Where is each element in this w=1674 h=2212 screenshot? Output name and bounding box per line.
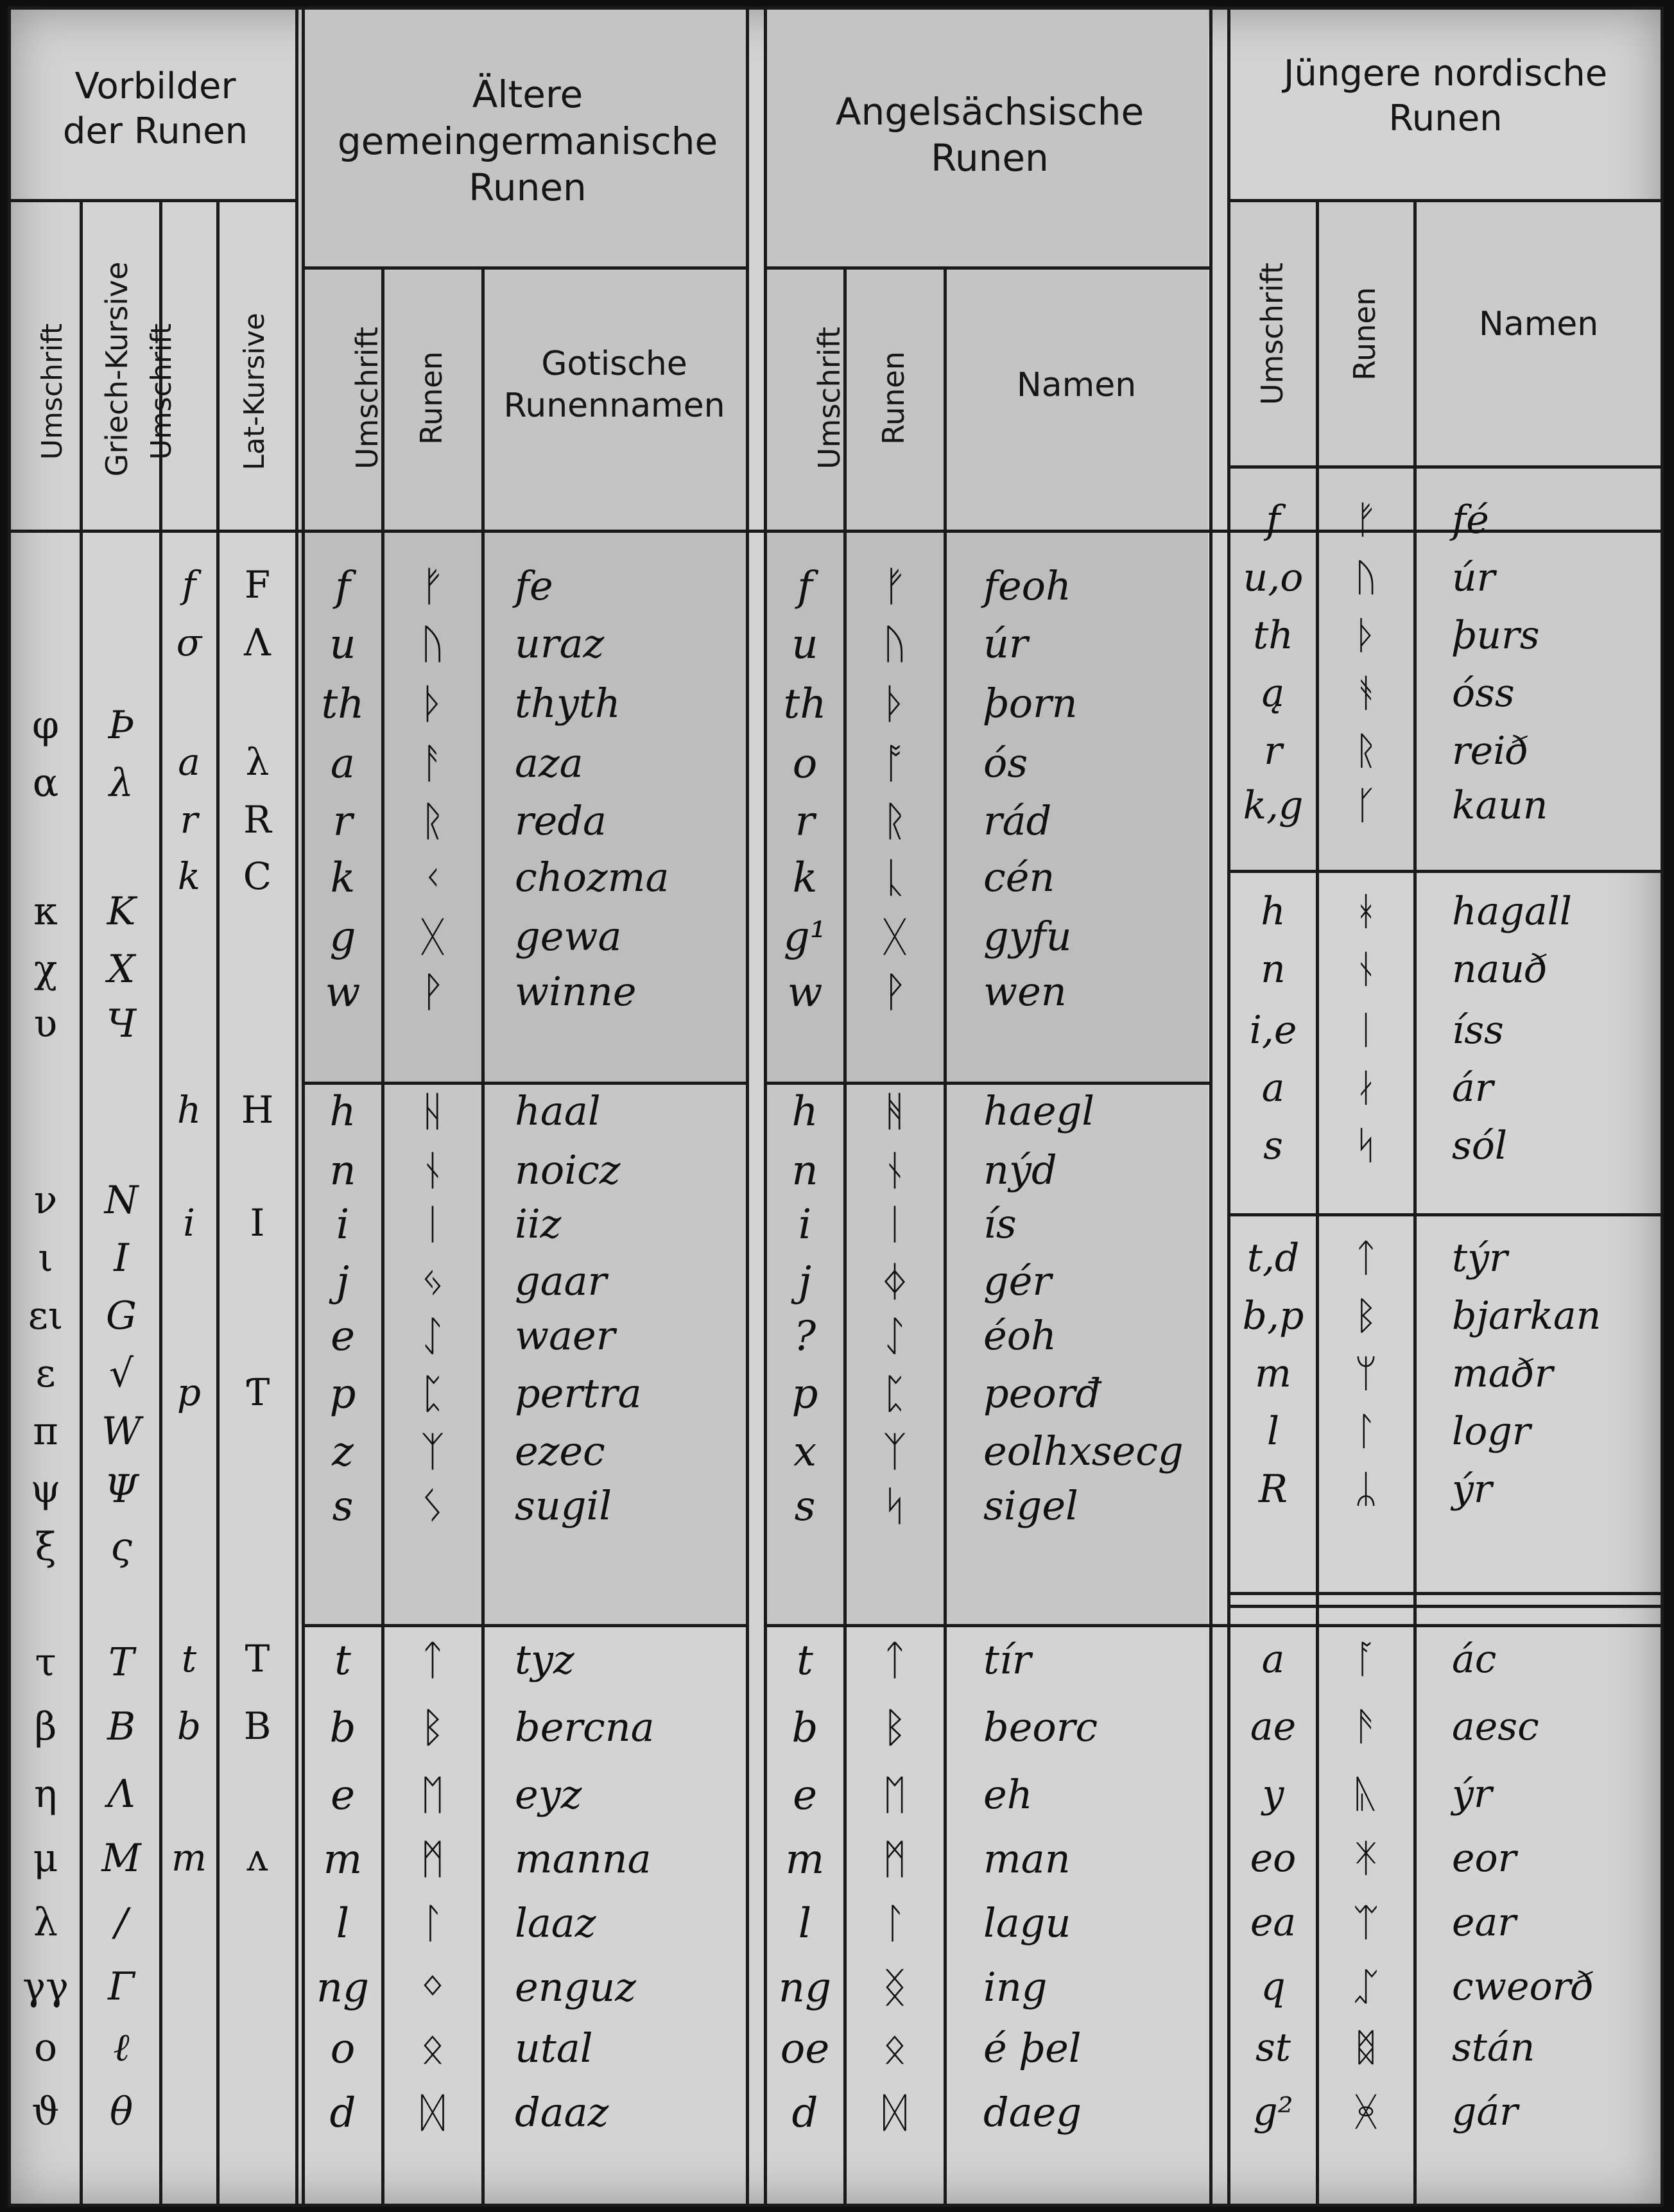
lat-umschrift-cell: a — [178, 740, 200, 784]
aeltere-rune-cell: ᛗ — [420, 1836, 445, 1883]
juengere-extra-rune-cell: ᚸ — [1354, 2089, 1377, 2134]
griech-umschrift-cell: ει — [28, 1293, 64, 1338]
juengere-rune-cell: ᚴ — [1354, 783, 1377, 828]
juengere-name-cell: nauð — [1452, 947, 1548, 992]
griech-kursive-cell: T — [108, 1640, 135, 1685]
lat-kursive-cell: Λ — [244, 621, 271, 664]
griech-kursive-cell: B — [107, 1704, 136, 1749]
griech-umschrift-cell: υ — [33, 1001, 58, 1046]
aeltere-rune-cell: ᛚ — [420, 1900, 445, 1948]
juengere-name-cell: hagall — [1452, 889, 1572, 934]
juengere-extra-rune-cell: ᛢ — [1354, 1964, 1377, 2009]
lat-umschrift-cell: k — [177, 854, 201, 898]
aeltere-runenname-cell: bercna — [515, 1704, 655, 1750]
aeltere-rune-cell: ᛜ — [420, 1964, 445, 2012]
aeltere-umschrift-cell: j — [336, 1258, 349, 1306]
juengere-name-cell: úr — [1452, 555, 1496, 600]
juengere-umschrift-cell: f — [1266, 497, 1281, 542]
angel-name-cell: ós — [983, 739, 1028, 786]
juengere-extra-name-cell: eor — [1452, 1836, 1517, 1881]
juengere-extra-rune-cell: ᚪ — [1354, 1637, 1377, 1682]
griech-umschrift-cell: λ — [33, 1900, 58, 1945]
aeltere-runenname-cell: gaar — [515, 1257, 607, 1304]
juengere-umschrift-cell: t,d — [1247, 1236, 1300, 1281]
juengere-rune-cell: ᛒ — [1354, 1293, 1377, 1338]
angel-rune-cell: ᚻ — [882, 1088, 908, 1136]
lat-umschrift-cell: σ — [176, 621, 202, 664]
griech-kursive-cell: N — [104, 1178, 139, 1223]
juengere-extra-name-cell: ýr — [1452, 1772, 1492, 1817]
angel-name-cell: eolhxsecg — [983, 1428, 1184, 1474]
aeltere-runenname-cell: pertra — [515, 1370, 642, 1417]
juengere-name-cell: þurs — [1452, 613, 1540, 658]
juengere-extra-name-cell: gár — [1452, 2089, 1518, 2134]
griech-kursive-cell: θ — [109, 2089, 134, 2134]
juengere-umschrift-cell: a — [1261, 1066, 1285, 1110]
griech-umschrift-cell: χ — [33, 947, 58, 992]
aeltere-umschrift-cell: s — [332, 1483, 354, 1530]
juengere-runen-label: Runen — [1347, 287, 1382, 381]
lat-kursive-cell: C — [243, 854, 272, 898]
juengere-name-cell: fé — [1452, 497, 1489, 542]
aeltere-rune-cell: ᚨ — [420, 740, 445, 788]
aeltere-runenname-cell: chozma — [515, 854, 669, 901]
angel-runen-label: Runen — [876, 351, 911, 445]
angel-rune-cell: ᚱ — [882, 798, 908, 845]
juengere-name-cell: óss — [1452, 671, 1515, 716]
aeltere-umschrift-cell: g — [329, 913, 356, 961]
juengere-rune-cell: ᛁ — [1354, 1008, 1377, 1053]
aeltere-runenname-cell: thyth — [515, 680, 621, 727]
griech-umschrift-cell: η — [34, 1772, 57, 1817]
griech-kursive-cell: I — [114, 1236, 129, 1281]
aeltere-umschrift-cell: t — [334, 1637, 351, 1684]
aeltere-rune-cell: ᛞ — [420, 2089, 445, 2137]
aeltere-runenname-cell: sugil — [515, 1482, 612, 1529]
juengere-umschrift-cell: r — [1264, 729, 1282, 773]
aeltere-umschrift-cell: f — [335, 563, 350, 610]
juengere-rune-cell: ᛚ — [1354, 1409, 1377, 1454]
angel-rune-cell: ᛝ — [882, 1964, 908, 2012]
griech-kursive-cell: Ψ — [104, 1467, 139, 1512]
angel-umschrift-cell: g¹ — [783, 913, 827, 961]
juengere-umschrift-cell: u,o — [1243, 555, 1304, 600]
aeltere-rune-cell: ᛟ — [420, 2025, 445, 2073]
angel-rune-cell: ᛇ — [882, 1313, 908, 1360]
aeltere-runenname-cell: fe — [515, 562, 553, 609]
juengere-name-cell: sól — [1452, 1123, 1508, 1168]
griech-kursive-cell: Ч — [106, 1001, 137, 1046]
angel-name-cell: tír — [983, 1636, 1031, 1683]
griech-kursive-cell: Λ — [107, 1772, 135, 1817]
juengere-extra-umschrift-cell: q — [1261, 1964, 1286, 2009]
angel-umschrift-cell: r — [795, 798, 815, 845]
juengere-extra-umschrift-cell: g² — [1253, 2089, 1293, 2134]
juengere-name-cell: reið — [1452, 729, 1529, 773]
angel-rune-cell: ᛄ — [882, 1258, 908, 1306]
angel-name-cell: lagu — [983, 1899, 1071, 1946]
lat-kursive-cell: Ƭ — [245, 1370, 270, 1414]
griech-kursive-cell: G — [106, 1293, 137, 1338]
angel-umschrift-cell: oe — [780, 2025, 830, 2073]
griech-umschrift-cell: ε — [35, 1351, 56, 1396]
juengere-rune-cell: ᚦ — [1354, 613, 1377, 658]
angel-rune-cell: ᚢ — [882, 621, 908, 668]
angel-name-cell: feoh — [983, 562, 1071, 609]
griech-umschrift-cell: φ — [31, 703, 59, 748]
griech-kursive-cell: ς — [110, 1525, 132, 1569]
angel-rune-cell: ᚠ — [882, 563, 908, 610]
juengere-rune-cell: ᚢ — [1354, 555, 1377, 600]
angel-name-cell: man — [983, 1835, 1071, 1882]
angel-rune-cell: ᛗ — [882, 1836, 908, 1883]
juengere-umschrift-cell: th — [1253, 613, 1293, 658]
lat-kursive-cell: F — [244, 563, 271, 607]
aeltere-rune-cell: ᛖ — [420, 1772, 445, 1819]
angel-umschrift-cell: j — [798, 1258, 811, 1306]
griech-kursive-cell: M — [101, 1836, 141, 1881]
griech-kursive-cell: W — [101, 1409, 141, 1454]
juengere-rune-cell: ᚬ — [1354, 671, 1377, 716]
aeltere-rune-cell: ᚢ — [420, 621, 445, 668]
juengere-name-cell: ýr — [1452, 1467, 1492, 1512]
griech-kursive-cell: Þ — [108, 703, 135, 748]
lat-umschrift-cell: h — [177, 1088, 202, 1132]
juengere-name-cell: týr — [1452, 1236, 1508, 1281]
aeltere-umschrift-cell: l — [336, 1900, 350, 1948]
juengere-name-cell: ár — [1452, 1066, 1494, 1110]
angel-title: Angelsächsische Runen — [835, 89, 1144, 180]
angel-rune-cell: ᚷ — [882, 913, 908, 961]
lat-kursive-cell: B — [243, 1704, 272, 1748]
aeltere-rune-cell: ᚷ — [420, 913, 445, 961]
angel-rune-cell: ᛁ — [882, 1201, 908, 1249]
angel-umschrift-cell: k — [792, 854, 818, 902]
lat-umschrift-cell: p — [177, 1370, 202, 1414]
juengere-umschrift-cell: s — [1263, 1123, 1283, 1168]
angel-name-cell: é þel — [983, 2025, 1082, 2071]
juengere-extra-umschrift-cell: ea — [1250, 1900, 1297, 1945]
juengere-rune-cell: ᚱ — [1354, 729, 1377, 773]
aeltere-runenname-cell: manna — [515, 1835, 651, 1882]
angel-rune-cell: ᛖ — [882, 1772, 908, 1819]
aeltere-rune-cell: ᛏ — [420, 1637, 445, 1684]
angel-umschrift-cell: ng — [778, 1964, 832, 2012]
angel-name-cell: wen — [983, 968, 1067, 1015]
vorbilder-title: Vorbilder der Runen — [62, 65, 248, 152]
aeltere-umschrift-cell: w — [325, 969, 361, 1016]
angel-umschrift-cell: n — [791, 1147, 818, 1195]
juengere-extra-umschrift-cell: eo — [1250, 1836, 1297, 1881]
aeltere-umschrift-cell: e — [331, 1772, 355, 1819]
juengere-rune-cell: ᛦ — [1354, 1467, 1377, 1512]
juengere-extra-rune-cell: ᛠ — [1354, 1900, 1377, 1945]
aeltere-runenname-cell: tyz — [515, 1636, 574, 1683]
aeltere-runenname-cell: waer — [515, 1312, 616, 1359]
angel-umschrift-cell: ? — [793, 1313, 816, 1360]
angel-umschrift-cell: p — [791, 1370, 818, 1418]
angel-rune-cell: ᛟ — [882, 2025, 908, 2073]
aeltere-title: Ältere gemeingermanische Runen — [337, 73, 718, 210]
juengere-name-cell: kaun — [1452, 783, 1548, 828]
juengere-extra-name-cell: stán — [1452, 2025, 1535, 2070]
angel-name-cell: ís — [983, 1200, 1017, 1247]
juengere-name-cell: íss — [1452, 1008, 1504, 1053]
aeltere-runenname-cell: enguz — [515, 1964, 636, 2010]
angel-name-cell: gyfu — [983, 913, 1072, 960]
angel-name-cell: daeg — [983, 2089, 1082, 2136]
juengere-rune-cell: ᛏ — [1354, 1236, 1377, 1281]
aeltere-rune-cell: ᛃ — [420, 1258, 445, 1306]
juengere-umschrift-label: Umschrift — [1255, 263, 1290, 406]
juengere-name-cell: logr — [1452, 1409, 1531, 1454]
aeltere-runenname-cell: eyz — [515, 1771, 582, 1818]
juengere-extra-umschrift-cell: ae — [1250, 1704, 1297, 1749]
angel-umschrift-cell: i — [798, 1201, 812, 1249]
angel-name-cell: nýd — [983, 1146, 1057, 1193]
aeltere-runenname-cell: noicz — [515, 1146, 621, 1193]
griech-umschrift-cell: ξ — [35, 1525, 56, 1569]
juengere-rune-cell: ᚠ — [1354, 497, 1377, 542]
aeltere-umschrift-cell: u — [329, 621, 356, 668]
griech-kursive-cell: √ — [108, 1351, 134, 1396]
angel-umschrift-cell: d — [791, 2089, 818, 2137]
aeltere-runenname-cell: winne — [515, 968, 637, 1015]
angel-name-cell: peorđ — [983, 1370, 1101, 1417]
lat-umschrift-cell: m — [171, 1836, 207, 1879]
aeltere-runenname-cell: utal — [515, 2025, 593, 2071]
lat-umschrift-cell: b — [177, 1704, 202, 1748]
angel-name-cell: úr — [983, 620, 1028, 667]
aeltere-umschrift-label: Umschrift — [350, 327, 384, 470]
angel-rune-cell: ᛒ — [882, 1704, 908, 1752]
aeltere-umschrift-cell: r — [332, 798, 353, 845]
aeltere-runen-label: Runen — [414, 351, 449, 445]
griech-umschrift-cell: ο — [33, 2025, 58, 2070]
juengere-extra-name-cell: ác — [1452, 1637, 1497, 1682]
aeltere-rune-cell: ᛒ — [420, 1704, 445, 1752]
angel-umschrift-cell: l — [798, 1900, 812, 1948]
angel-rune-cell: ᛈ — [882, 1370, 908, 1418]
aeltere-runenname-cell: reda — [515, 797, 607, 844]
angel-umschrift-cell: h — [791, 1088, 818, 1136]
aeltere-umschrift-cell: b — [329, 1704, 356, 1752]
juengere-umschrift-cell: m — [1255, 1351, 1291, 1396]
juengere-extra-rune-cell: ᛡ — [1354, 1836, 1377, 1881]
angel-umschrift-cell: u — [791, 621, 818, 668]
aeltere-rune-cell: ᚺ — [420, 1088, 445, 1136]
angel-rune-cell: ᛚ — [882, 1900, 908, 1948]
aeltere-runenname-cell: laaz — [515, 1899, 596, 1946]
griech-kursive-cell: K — [107, 889, 136, 934]
aeltere-rune-cell: ᚦ — [420, 680, 445, 728]
aeltere-umschrift-cell: n — [329, 1147, 356, 1195]
angel-name-cell: rád — [983, 797, 1052, 844]
griech-umschrift-cell: ψ — [30, 1467, 61, 1512]
aeltere-runenname-cell: gewa — [515, 913, 622, 960]
juengere-title: Jüngere nordische Runen — [1283, 53, 1608, 139]
angel-name-cell: eh — [983, 1771, 1033, 1818]
griech-umschrift-cell: β — [34, 1704, 57, 1749]
angel-rune-cell: ᛞ — [882, 2089, 908, 2137]
juengere-umschrift-cell: ą — [1261, 671, 1285, 716]
juengere-extra-rune-cell: ᛥ — [1354, 2025, 1377, 2070]
angel-umschrift-label: Umschrift — [812, 327, 847, 470]
juengere-extra-rune-cell: ᚫ — [1354, 1704, 1377, 1749]
juengere-name-cell: bjarkan — [1452, 1293, 1601, 1338]
griech-umschrift-cell: ι — [38, 1236, 53, 1281]
angel-rune-cell: ᚾ — [882, 1147, 908, 1195]
juengere-rune-cell: ᛋ — [1354, 1123, 1377, 1168]
aeltere-runenname-cell: ezec — [515, 1428, 605, 1474]
aeltere-umschrift-cell: ng — [316, 1964, 370, 2012]
juengere-umschrift-cell: i,e — [1249, 1008, 1297, 1053]
aeltere-umschrift-cell: th — [321, 680, 365, 728]
griech-umschrift-cell: μ — [33, 1836, 58, 1881]
juengere-umschrift-cell: R — [1258, 1467, 1288, 1512]
angel-umschrift-cell: th — [783, 680, 827, 728]
griech-umschrift-cell: ϑ — [31, 2089, 60, 2134]
griech-kursive-cell: / — [114, 1900, 128, 1945]
angel-umschrift-cell: e — [793, 1772, 817, 1819]
griech-umschrift-cell: τ — [35, 1640, 56, 1685]
lat-umschrift-cell: i — [183, 1201, 195, 1245]
aeltere-umschrift-cell: o — [330, 2025, 356, 2073]
aeltere-rune-cell: ᚾ — [420, 1147, 445, 1195]
angel-name-cell: gér — [983, 1257, 1052, 1304]
aeltere-umschrift-cell: e — [331, 1313, 355, 1360]
aeltere-runenname-cell: aza — [515, 739, 583, 786]
juengere-extra-umschrift-cell: st — [1256, 2025, 1291, 2070]
griech-kursive-cell: ℓ — [113, 2025, 130, 2070]
aeltere-rune-cell: ᛇ — [420, 1313, 445, 1360]
angel-rune-cell: ᚹ — [882, 969, 908, 1016]
aeltere-umschrift-cell: h — [329, 1088, 356, 1136]
angel-rune-cell: ᛏ — [882, 1637, 908, 1684]
juengere-name-cell: maðr — [1452, 1351, 1553, 1396]
vorbilder-umschrift-label-1: Umschrift — [36, 323, 69, 460]
angel-rune-cell: ᚳ — [882, 854, 908, 902]
aeltere-umschrift-cell: a — [330, 740, 356, 788]
lat-kursive-cell: T — [245, 1637, 270, 1681]
angel-name-cell: éoh — [983, 1312, 1057, 1359]
aeltere-umschrift-cell: m — [323, 1836, 363, 1883]
juengere-extra-umschrift-cell: a — [1261, 1637, 1285, 1682]
gotische-runennamen-header: Gotische Runennamen — [503, 345, 725, 425]
lat-kursive-cell: λ — [245, 740, 270, 784]
juengere-rune-cell: ᛅ — [1354, 1066, 1377, 1110]
angel-umschrift-cell: t — [797, 1637, 813, 1684]
rune-table-sheet — [8, 6, 1664, 2207]
griech-umschrift-cell: κ — [33, 889, 58, 934]
lat-kursive-cell: I — [250, 1201, 265, 1245]
angel-umschrift-cell: s — [794, 1483, 816, 1530]
aeltere-runenname-cell: daaz — [515, 2089, 609, 2136]
juengere-umschrift-cell: l — [1266, 1409, 1280, 1454]
juengere-extra-name-cell: aesc — [1452, 1704, 1539, 1749]
angel-rune-cell: ᚦ — [882, 680, 908, 728]
angel-umschrift-cell: x — [793, 1428, 817, 1476]
aeltere-rune-cell: ᛁ — [420, 1201, 445, 1249]
angel-namen-header: Namen — [1016, 365, 1137, 404]
vorbilder-umschrift-label-2: Umschrift — [145, 323, 178, 460]
angel-umschrift-cell: o — [792, 740, 818, 788]
juengere-rune-cell: ᚼ — [1354, 889, 1377, 934]
juengere-umschrift-cell: h — [1261, 889, 1286, 934]
aeltere-umschrift-cell: d — [329, 2089, 356, 2137]
griech-umschrift-cell: α — [32, 761, 59, 806]
griech-kursive-cell: λ — [108, 761, 134, 806]
griech-umschrift-cell: ν — [33, 1178, 58, 1223]
lat-kursive-cell: ʌ — [246, 1836, 268, 1879]
aeltere-rune-cell: ᚲ — [420, 854, 445, 902]
griech-umschrift-cell: γγ — [22, 1964, 69, 2009]
angel-rune-cell: ᛉ — [882, 1428, 908, 1476]
juengere-extra-rune-cell: ᚣ — [1354, 1772, 1377, 1817]
juengere-extra-name-cell: cweorð — [1452, 1964, 1594, 2009]
aeltere-rune-cell: ᚱ — [420, 798, 445, 845]
lat-umschrift-cell: f — [182, 563, 196, 607]
angel-umschrift-cell: f — [797, 563, 813, 610]
aeltere-runenname-cell: iiz — [515, 1200, 562, 1247]
aeltere-umschrift-cell: p — [329, 1370, 356, 1418]
griech-kursive-cell: Γ — [108, 1964, 135, 2009]
aeltere-umschrift-cell: z — [332, 1428, 354, 1476]
angel-rune-cell: ᚩ — [882, 740, 908, 788]
angel-umschrift-cell: m — [785, 1836, 825, 1883]
angel-name-cell: haegl — [983, 1087, 1095, 1134]
aeltere-runenname-cell: haal — [515, 1087, 601, 1134]
lat-kursive-label: Lat-Kursive — [238, 313, 271, 471]
angel-name-cell: ing — [983, 1964, 1048, 2010]
lat-kursive-cell: R — [243, 798, 272, 842]
griech-umschrift-cell: π — [33, 1409, 58, 1454]
aeltere-runenname-cell: uraz — [515, 620, 605, 667]
lat-umschrift-cell: t — [181, 1637, 197, 1681]
angel-rune-cell: ᛋ — [882, 1483, 908, 1530]
angel-umschrift-cell: w — [787, 969, 823, 1016]
angel-name-cell: sigel — [983, 1482, 1078, 1529]
lat-umschrift-cell: r — [180, 798, 198, 842]
juengere-extra-umschrift-cell: y — [1262, 1772, 1284, 1817]
aeltere-rune-cell: ᛊ — [420, 1483, 445, 1530]
aeltere-umschrift-cell: k — [330, 854, 356, 902]
aeltere-umschrift-cell: i — [336, 1201, 350, 1249]
juengere-rune-cell: ᛘ — [1354, 1351, 1377, 1396]
angel-umschrift-cell: b — [791, 1704, 818, 1752]
juengere-namen-header: Namen — [1478, 304, 1599, 343]
aeltere-rune-cell: ᛉ — [420, 1428, 445, 1476]
juengere-rune-cell: ᚾ — [1354, 947, 1377, 992]
angel-name-cell: þorn — [983, 680, 1078, 727]
lat-kursive-cell: H — [241, 1088, 274, 1132]
aeltere-rune-cell: ᚠ — [420, 563, 445, 610]
angel-name-cell: cén — [983, 854, 1055, 901]
griech-kursive-cell: X — [107, 947, 135, 992]
juengere-umschrift-cell: k,g — [1243, 783, 1304, 828]
juengere-umschrift-cell: n — [1261, 947, 1286, 992]
griech-kursive-label: Griech-Kursive — [99, 261, 134, 477]
aeltere-rune-cell: ᚹ — [420, 969, 445, 1016]
juengere-extra-name-cell: ear — [1452, 1900, 1516, 1945]
aeltere-rune-cell: ᛈ — [420, 1370, 445, 1418]
angel-name-cell: beorc — [983, 1704, 1098, 1750]
juengere-umschrift-cell: b,p — [1242, 1293, 1304, 1338]
